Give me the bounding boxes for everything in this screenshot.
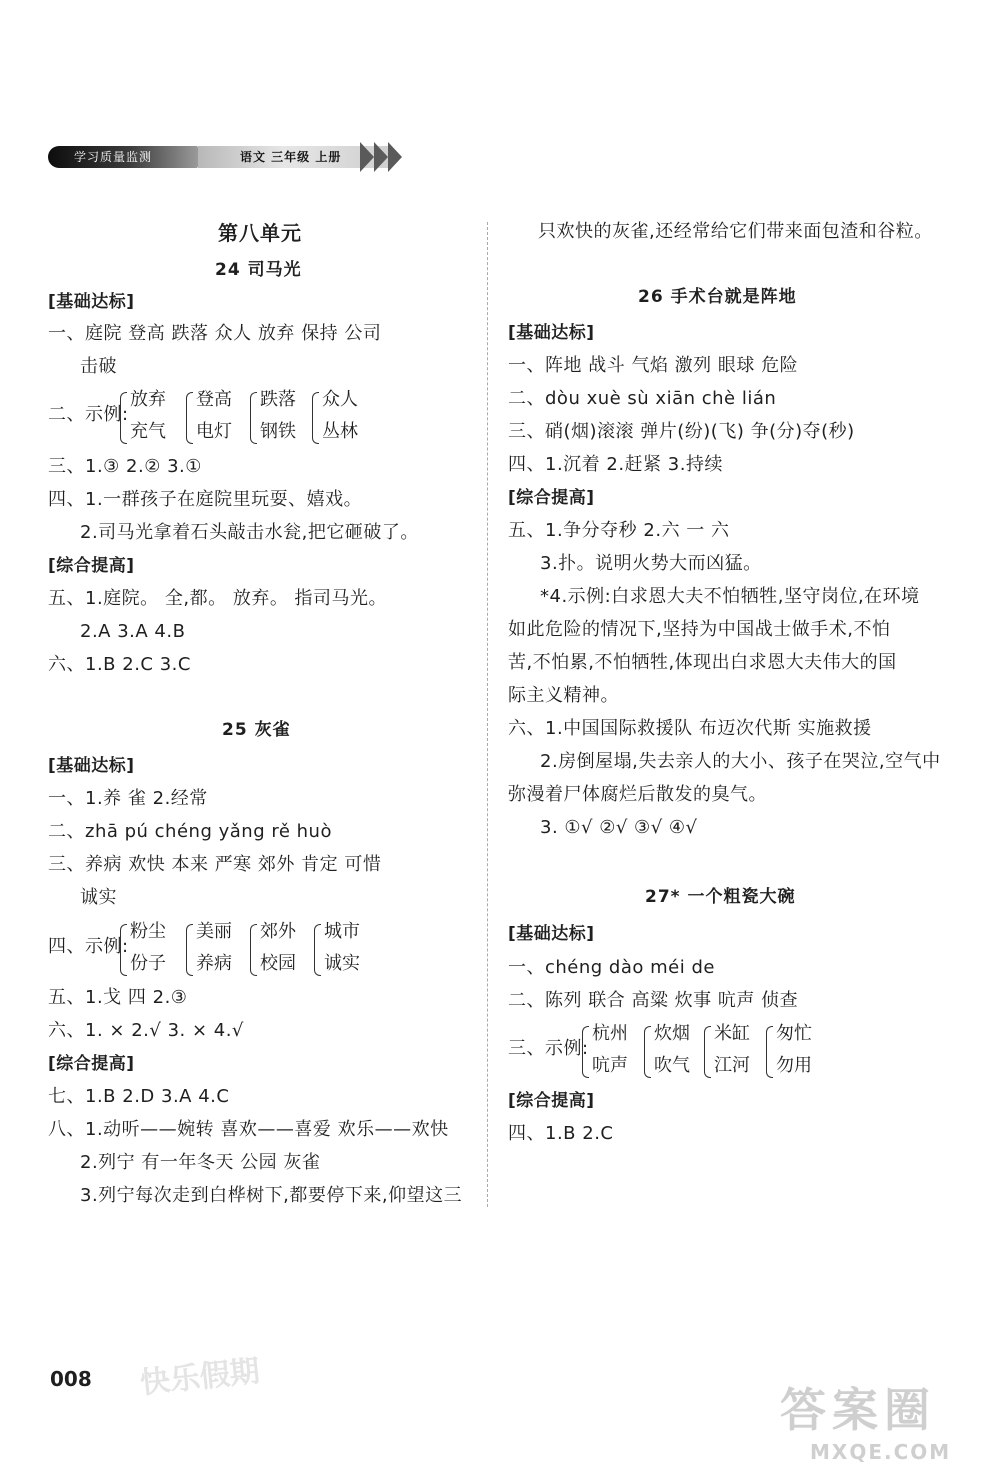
watermark-faint: 快乐假期 [138, 1353, 262, 1402]
pair-bottom: 钢铁 [260, 421, 296, 442]
header-banner [48, 142, 400, 172]
answer-line: 3.扑。说明火势大而凶猛。 [540, 553, 762, 574]
chevron-icon [374, 142, 388, 172]
pair-top: 登高 [196, 389, 232, 410]
lesson-title-27: 27* 一个粗瓷大碗 [645, 887, 796, 907]
answer-line: 五、1.庭院。 全,都。 放弃。 指司马光。 [48, 588, 388, 609]
answer-line: 四、1.沉着 2.赶紧 3.持续 [508, 454, 723, 475]
brace-pair [314, 920, 374, 978]
brace-icon [704, 1026, 711, 1078]
answer-line: 四、1.一群孩子在庭院里玩耍、嬉戏。 [48, 489, 363, 510]
brace-pair [582, 1022, 642, 1080]
brace-icon [120, 924, 127, 976]
section-basic-25: [基础达标] [48, 756, 135, 776]
watermark-url: MXQE.COM [810, 1440, 952, 1464]
pair-top: 城市 [324, 921, 360, 942]
pair-bottom: 份子 [130, 953, 166, 974]
pair-top: 跌落 [260, 389, 296, 410]
page-number: 008 [50, 1367, 92, 1391]
series-label: 学习质量监测 [74, 150, 153, 164]
answer-line: 二、zhā pú chéng yǎng rě huò [48, 821, 332, 842]
brace-icon [250, 924, 257, 976]
answer-line: 苦,不怕累,不怕牺牲,体现出白求恩大夫伟大的国 [508, 652, 897, 673]
answer-line: 只欢快的灰雀,还经常给它们带来面包渣和谷粒。 [538, 221, 933, 242]
pair-bottom: 勿用 [776, 1055, 812, 1076]
brace-icon [120, 392, 127, 444]
chevron-icon [360, 142, 374, 172]
pair-top: 炊烟 [654, 1023, 690, 1044]
subject-info: 语文 三年级 上册 [240, 150, 342, 164]
section-basic-27: [基础达标] [508, 924, 595, 944]
answer-line: 如此危险的情况下,坚持为中国战士做手术,不怕 [508, 619, 891, 640]
lesson-title-25: 25 灰雀 [222, 720, 291, 740]
answer-line: 诚实 [80, 887, 117, 908]
pair-bottom: 充气 [130, 421, 166, 442]
answer-line: 一、chéng dào méi de [508, 957, 715, 978]
brace-pair [186, 920, 246, 978]
brace-pair [120, 920, 180, 978]
answer-line: 四、示例: [48, 936, 129, 957]
answer-line: 八、1.动听——婉转 喜欢——喜爱 欢乐——欢快 [48, 1119, 449, 1140]
brace-icon [250, 392, 257, 444]
section-basic-24: [基础达标] [48, 292, 135, 312]
section-advanced-24: [综合提高] [48, 556, 135, 576]
answer-line: 一、庭院 登高 跌落 众人 放弃 保持 公司 [48, 323, 382, 344]
answer-line: 击破 [80, 356, 117, 377]
brace-icon [644, 1026, 651, 1078]
pair-top: 匆忙 [776, 1023, 812, 1044]
watermark-logo: 答案圈 [780, 1383, 936, 1437]
brace-pair [120, 388, 180, 446]
brace-pair [644, 1022, 704, 1080]
brace-icon [312, 392, 319, 444]
brace-pair [186, 388, 246, 446]
pair-top: 美丽 [196, 921, 232, 942]
answer-line: 六、1. × 2.√ 3. × 4.√ [48, 1020, 244, 1041]
section-advanced-27: [综合提高] [508, 1091, 595, 1111]
answer-line: 五、1.争分夺秒 2.六 一 六 [508, 520, 730, 541]
answer-line: 2.司马光拿着石头敲击水瓮,把它砸破了。 [80, 522, 419, 543]
brace-pair [766, 1022, 826, 1080]
answer-line: 二、dòu xuè sù xiān chè lián [508, 388, 777, 409]
answer-line: 四、1.B 2.C [508, 1123, 614, 1144]
chevron-icon [388, 142, 402, 172]
pair-bottom: 吭声 [592, 1055, 628, 1076]
answer-line: 3.列宁每次走到白桦树下,都要停下来,仰望这三 [80, 1185, 463, 1206]
lesson-title-24: 24 司马光 [215, 260, 302, 280]
answer-line: 七、1.B 2.D 3.A 4.C [48, 1086, 230, 1107]
pair-bottom: 吹气 [654, 1055, 690, 1076]
section-advanced-25: [综合提高] [48, 1054, 135, 1074]
answer-line: 六、1.B 2.C 3.C [48, 654, 191, 675]
answer-line: 弥漫着尸体腐烂后散发的臭气。 [508, 784, 767, 805]
answer-line: 一、阵地 战斗 气焰 激列 眼球 危险 [508, 355, 799, 376]
unit-title: 第八单元 [218, 221, 302, 245]
pair-top: 粉尘 [130, 921, 166, 942]
lesson-title-26: 26 手术台就是阵地 [638, 287, 797, 307]
answer-line: 三、示例: [508, 1038, 589, 1059]
answer-line: 2.A 3.A 4.B [80, 621, 186, 642]
answer-line: 一、1.养 雀 2.经常 [48, 788, 208, 809]
answer-line: 2.房倒屋塌,失去亲人的大小、孩子在哭泣,空气中 [540, 751, 941, 772]
pair-bottom: 校园 [260, 953, 296, 974]
section-advanced-26: [综合提高] [508, 488, 595, 508]
answer-line: 际主义精神。 [508, 685, 619, 706]
brace-pair [704, 1022, 764, 1080]
pair-top: 杭州 [592, 1023, 628, 1044]
brace-pair [250, 388, 310, 446]
answer-line: 三、养病 欢快 本来 严寒 郊外 肯定 可惜 [48, 854, 382, 875]
column-divider [487, 222, 488, 1207]
brace-icon [314, 924, 321, 976]
answer-line: 3. ①√ ②√ ③√ ④√ [540, 817, 698, 838]
answer-line: 三、1.③ 2.② 3.① [48, 456, 202, 477]
pair-bottom: 电灯 [196, 421, 232, 442]
brace-icon [186, 392, 193, 444]
pair-top: 郊外 [260, 921, 296, 942]
brace-icon [186, 924, 193, 976]
answer-line: 五、1.戈 四 2.③ [48, 987, 188, 1008]
pair-bottom: 养病 [196, 953, 232, 974]
brace-pair [250, 920, 310, 978]
pair-top: 放弃 [130, 389, 166, 410]
brace-icon [582, 1026, 589, 1078]
answer-line: *4.示例:白求恩大夫不怕牺牲,坚守岗位,在环境 [540, 586, 920, 607]
pair-top: 米缸 [714, 1023, 750, 1044]
answer-line: 二、示例: [48, 404, 129, 425]
answer-line: 六、1.中国国际救援队 布迈次代斯 实施救援 [508, 718, 872, 739]
section-basic-26: [基础达标] [508, 323, 595, 343]
brace-pair [312, 388, 372, 446]
pair-bottom: 江河 [714, 1055, 750, 1076]
pair-top: 众人 [322, 389, 358, 410]
answer-line: 二、陈列 联合 高粱 炊事 吭声 侦查 [508, 990, 799, 1011]
answer-line: 2.列宁 有一年冬天 公园 灰雀 [80, 1152, 321, 1173]
brace-icon [766, 1026, 773, 1078]
pair-bottom: 丛林 [322, 421, 358, 442]
answer-line: 三、硝(烟)滚滚 弹片(纷)(飞) 争(分)夺(秒) [508, 421, 855, 442]
pair-bottom: 诚实 [324, 953, 360, 974]
